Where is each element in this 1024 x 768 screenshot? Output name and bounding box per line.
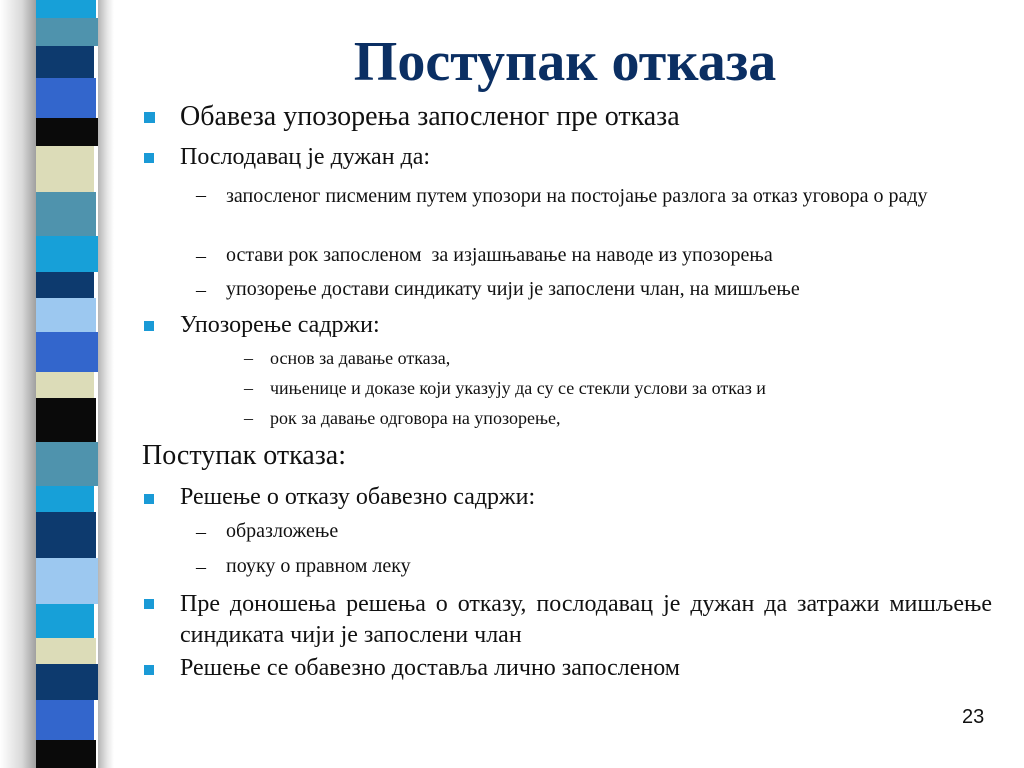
stripe-segment <box>36 18 98 46</box>
bullet-text: Обавеза упозорења запосленог пре отказа <box>180 101 680 132</box>
dash-marker: – <box>196 556 206 578</box>
stripe-segment <box>36 398 96 442</box>
dash-marker: – <box>244 348 253 368</box>
dash-marker: – <box>244 378 253 398</box>
dash-marker: – <box>196 279 206 301</box>
stripe-segment <box>36 272 94 298</box>
sub-item-text: основ за давање отказа, <box>270 348 451 368</box>
sub-item-text: остави рок запосленом за изјашњавање на наводе из упозорења <box>226 244 773 266</box>
stripe-segment <box>36 332 98 372</box>
stripe-segment <box>36 740 96 768</box>
section-heading: Поступак отказа: <box>142 440 346 471</box>
dash-marker: – <box>196 245 206 267</box>
bullet-text: Решење се обавезно доставља лично запосленом <box>180 655 680 681</box>
sub-item-text: поуку о правном леку <box>226 555 411 577</box>
stripe-bar-shadow <box>98 0 114 768</box>
stripe-segment <box>36 638 96 664</box>
stripe-segment <box>36 372 94 398</box>
stripe-segment <box>36 46 94 78</box>
stripe-segment <box>36 700 94 740</box>
sub-item-text: чињенице и доказе који указују да су се стекли услови за отказ и <box>270 378 766 398</box>
sub-item-text: рок за давање одговора на упозорење, <box>270 408 561 428</box>
dash-marker: – <box>196 184 206 206</box>
stripe-segment <box>36 664 98 700</box>
bullet-text: Решење о отказу обавезно садржи: <box>180 484 536 510</box>
stripe-segment <box>36 298 96 332</box>
bullet-square-icon <box>144 665 154 675</box>
bullet-square-icon <box>144 599 154 609</box>
dash-marker: – <box>244 408 253 428</box>
bullet-square-icon <box>144 112 155 123</box>
stripe-segment <box>36 192 96 236</box>
sub-item-text: запосленог писменим путем упозори на постојање разлога за отказ уговора о раду <box>226 185 928 207</box>
stripe-segment <box>36 486 94 512</box>
slide-title: Поступак отказа <box>353 31 777 93</box>
stripe-segment <box>36 604 94 638</box>
bullet-text: Упозорење садржи: <box>180 312 380 338</box>
bullet-square-icon <box>144 153 154 163</box>
bullet-text: Пре доношења решења о отказу, послодавац је дужан да затражи мишљење синдиката чији је запослени члан <box>180 591 992 648</box>
sub-item-text: упозорење достави синдикату чији је запослени члан, на мишљење <box>226 278 800 300</box>
bullet-text: Послодавац је дужан да: <box>180 144 431 170</box>
stripe-segment <box>36 558 98 604</box>
bullet-square-icon <box>144 321 154 331</box>
stripe-segment <box>36 146 94 192</box>
decorative-stripe-bar <box>36 0 98 768</box>
stripe-segment <box>36 442 98 486</box>
left-shadow <box>0 0 40 768</box>
stripe-segment <box>36 236 98 272</box>
sub-item-text: образложење <box>226 520 339 542</box>
stripe-segment <box>36 118 98 146</box>
bullet-square-icon <box>144 494 154 504</box>
page-number: 23 <box>962 706 985 728</box>
stripe-segment <box>36 512 96 558</box>
stripe-segment <box>36 78 96 118</box>
dash-marker: – <box>196 521 206 543</box>
stripe-segment <box>36 0 96 18</box>
